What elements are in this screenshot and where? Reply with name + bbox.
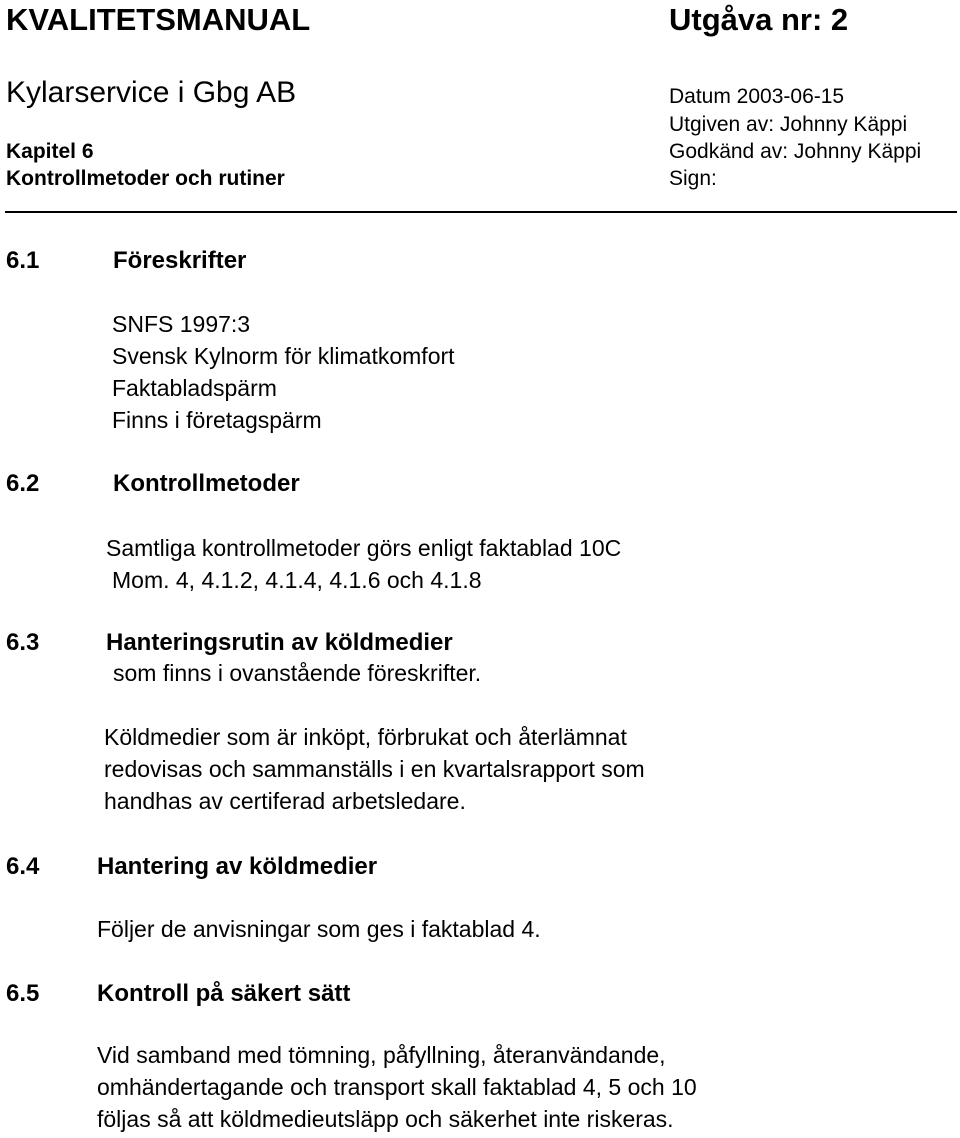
section-line: omhändertagande och transport skall faktablad 4, 5 och 10 — [97, 1074, 697, 1100]
section-line: redovisas och sammanställs i en kvartalsrapport som — [104, 756, 645, 782]
section-number: 6.3 — [6, 629, 40, 656]
section-title: Hanteringsrutin av köldmedier — [106, 629, 453, 656]
section-line: Köldmedier som är inköpt, förbrukat och återlämnat — [104, 724, 627, 750]
signature-label: Sign: — [669, 167, 717, 190]
section-subtitle: som finns i ovanstående föreskrifter. — [113, 660, 482, 686]
section-number: 6.2 — [6, 470, 40, 497]
chapter-number: Kapitel 6 — [6, 140, 94, 163]
section-title: Föreskrifter — [113, 247, 247, 274]
approved-by: Godkänd av: Johnny Käppi — [669, 140, 922, 163]
section-line: Mom. 4, 4.1.2, 4.1.4, 4.1.6 och 4.1.8 — [112, 567, 482, 593]
company-name: Kylarservice i Gbg AB — [6, 76, 297, 109]
section-line: Följer de anvisningar som ges i faktablad 4. — [97, 916, 541, 942]
edition-number: Utgåva nr: 2 — [669, 2, 849, 37]
section-title: Kontrollmetoder — [113, 470, 300, 497]
section-line: Samtliga kontrollmetoder görs enligt faktablad 10C — [106, 535, 622, 561]
section-title: Kontroll på säkert sätt — [97, 980, 351, 1007]
section-line: Vid samband med tömning, påfyllning, återanvändande, — [97, 1042, 666, 1068]
section-number: 6.1 — [6, 247, 40, 274]
section-line: Svensk Kylnorm för klimatkomfort — [112, 343, 455, 369]
section-line: följas så att köldmedieutsläpp och säkerhet inte riskeras. — [97, 1106, 674, 1132]
section-number: 6.5 — [6, 980, 40, 1007]
section-line: Faktabladspärm — [112, 375, 277, 401]
section-line: SNFS 1997:3 — [112, 311, 251, 337]
section-line: Finns i företagspärm — [112, 407, 322, 433]
issued-by: Utgiven av: Johnny Käppi — [669, 113, 908, 136]
manual-title: KVALITETSMANUAL — [6, 2, 311, 37]
header-divider — [5, 211, 957, 213]
section-number: 6.4 — [6, 853, 40, 880]
section-title: Hantering av köldmedier — [97, 853, 378, 880]
chapter-title: Kontrollmetoder och rutiner — [6, 167, 285, 190]
section-line: handhas av certiferad arbetsledare. — [104, 788, 466, 814]
document-date: Datum 2003-06-15 — [669, 85, 845, 108]
